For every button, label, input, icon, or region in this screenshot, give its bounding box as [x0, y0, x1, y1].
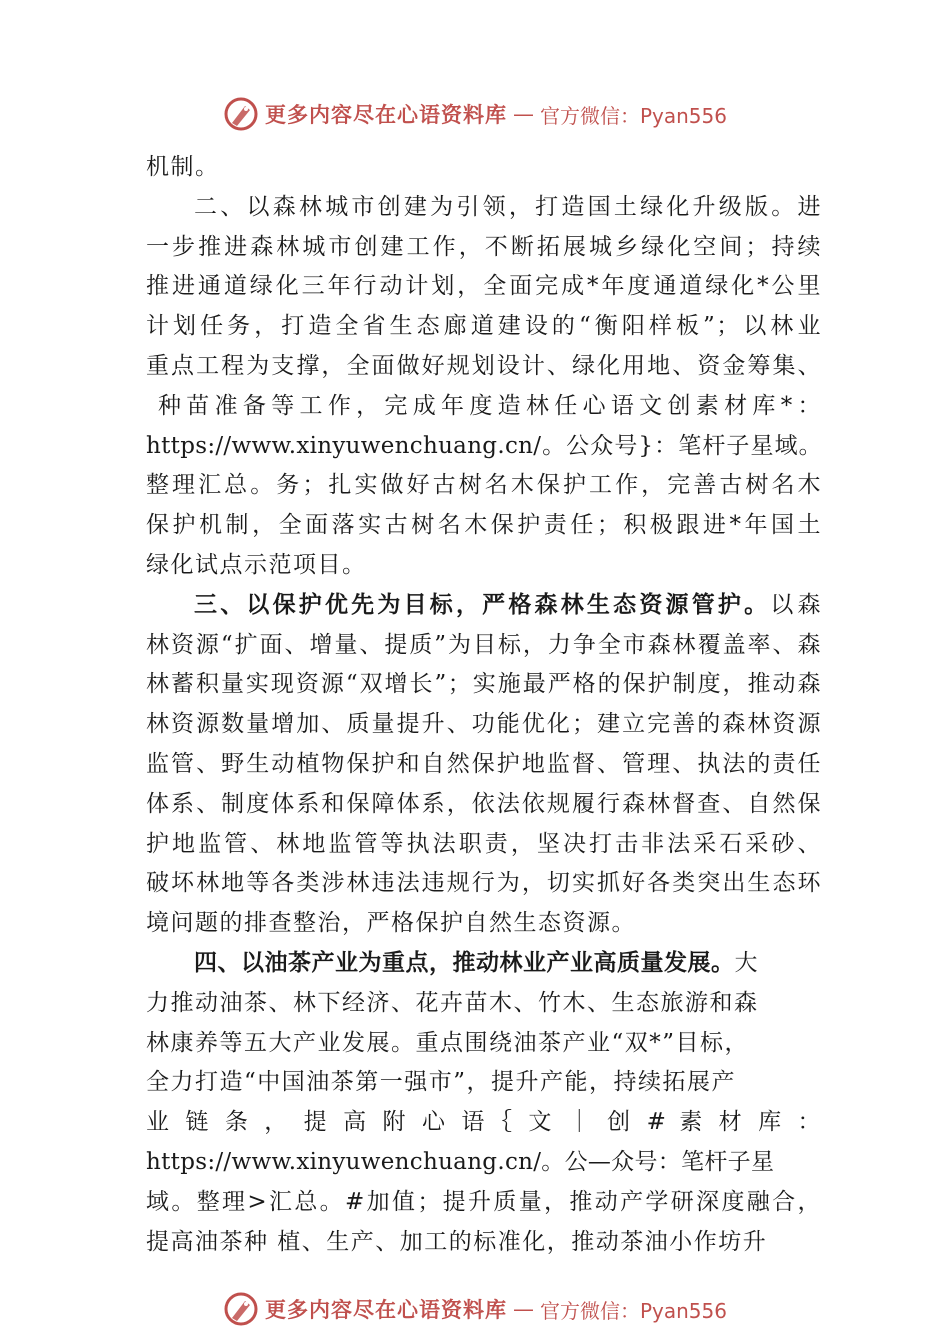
text-line: 破坏林地等各类涉林违法违规行为，切实抓好各类突出生态环 [146, 870, 822, 897]
document-body [146, 148, 822, 1262]
text-line: 一步推进森林城市创建工作，不断拓展城乡绿化空间；持续 [146, 233, 822, 260]
banner-text: 更多内容尽在心语资料库 [264, 102, 507, 127]
text-line: 重点工程为支撑，全面做好规划设计、绿化用地、资金筹集、 [146, 352, 822, 379]
text-line: 业 链 条 ， 提 高 附 心 语｛ 文 ｜ 创 # 素 材 库 ： [146, 1109, 822, 1136]
text-line: 林资源“扩面、增量、提质”为目标，力争全市森林覆盖率、森 [146, 631, 822, 658]
text-line: 二、以森林城市创建为引领，打造国土绿化升级版。进 [194, 193, 822, 220]
section-heading: 三、以保护优先为目标，严格森林生态资源管护。 [194, 591, 771, 618]
text-line: 提高油茶种 植、生产、加工的标准化，推动茶油小作坊升 [146, 1228, 768, 1255]
header-banner [0, 94, 950, 134]
text-line: 机制。 [146, 154, 220, 180]
text-line: 体系、制度体系和保障体系，依法依规履行森林督查、自然保 [146, 790, 822, 817]
banner-separator: — [512, 1297, 534, 1321]
text-line: 林蓄积量实现资源“双增长”；实施最严格的保护制度，推动森 [146, 671, 822, 698]
text-line: 计划任务，打造全省生态廊道建设的“衡阳样板”；以林业 [146, 313, 822, 340]
text-line: 林资源数量增加、质量提升、功能优化；建立完善的森林资源 [146, 711, 822, 738]
text-line: 保护机制，全面落实古树名木保护责任；积极跟进*年国土 [146, 512, 822, 539]
text-line: 力推动油茶、林下经济、花卉苗木、竹木、生态旅游和森 [146, 989, 759, 1016]
text-line: 监管、野生动植物保护和自然保护地监督、管理、执法的责任 [146, 750, 822, 777]
section-heading-line [146, 944, 822, 984]
text-run: 以森 [770, 591, 823, 618]
text-line: https://www.xinyuwenchuang.cn/。公众号}：笔杆子星域。 [146, 432, 822, 459]
text-line: 境问题的排查整治，严格保护自然生态资源。 [146, 910, 636, 937]
text-run: 大 [734, 949, 759, 976]
section-heading-line [146, 586, 822, 626]
section-heading: 四、以油茶产业为重点，推动林业产业高质量发展。 [194, 949, 735, 976]
text-line: 域。整理>汇总。#加值；提升质量，推动产学研深度融合， [146, 1188, 822, 1215]
text-line: 推进通道绿化三年行动计划，全面完成*年度通道绿化*公里 [146, 273, 822, 300]
pen-nib-circle-logo-icon [223, 1291, 259, 1327]
banner-separator: — [512, 102, 534, 126]
text-line: 护地监管、林地监管等执法职责，坚决打击非法采石采砂、 [146, 830, 822, 857]
text-line: 林康养等五大产业发展。重点围绕油茶产业“双*”目标， [146, 1029, 750, 1056]
pen-nib-circle-logo-icon [223, 96, 259, 132]
text-line: https://www.xinyuwenchuang.cn/。公—众号：笔杆子星 [146, 1148, 775, 1175]
text-line: 绿化试点示范项目。 [146, 551, 367, 578]
footer-banner [0, 1289, 950, 1329]
text-line: 种苗准备等工作，完成年度造林任心语文创素材库*： [158, 392, 822, 419]
banner-account: 官方微信：Pyan556 [539, 1298, 727, 1323]
text-line: 整理汇总。务；扎实做好古树名木保护工作，完善古树名木 [146, 472, 822, 499]
banner-account: 官方微信：Pyan556 [539, 103, 727, 128]
banner-text: 更多内容尽在心语资料库 [264, 1297, 507, 1322]
text-line: 全力打造“中国油茶第一强市”，提升产能，持续拓展产 [146, 1069, 737, 1096]
